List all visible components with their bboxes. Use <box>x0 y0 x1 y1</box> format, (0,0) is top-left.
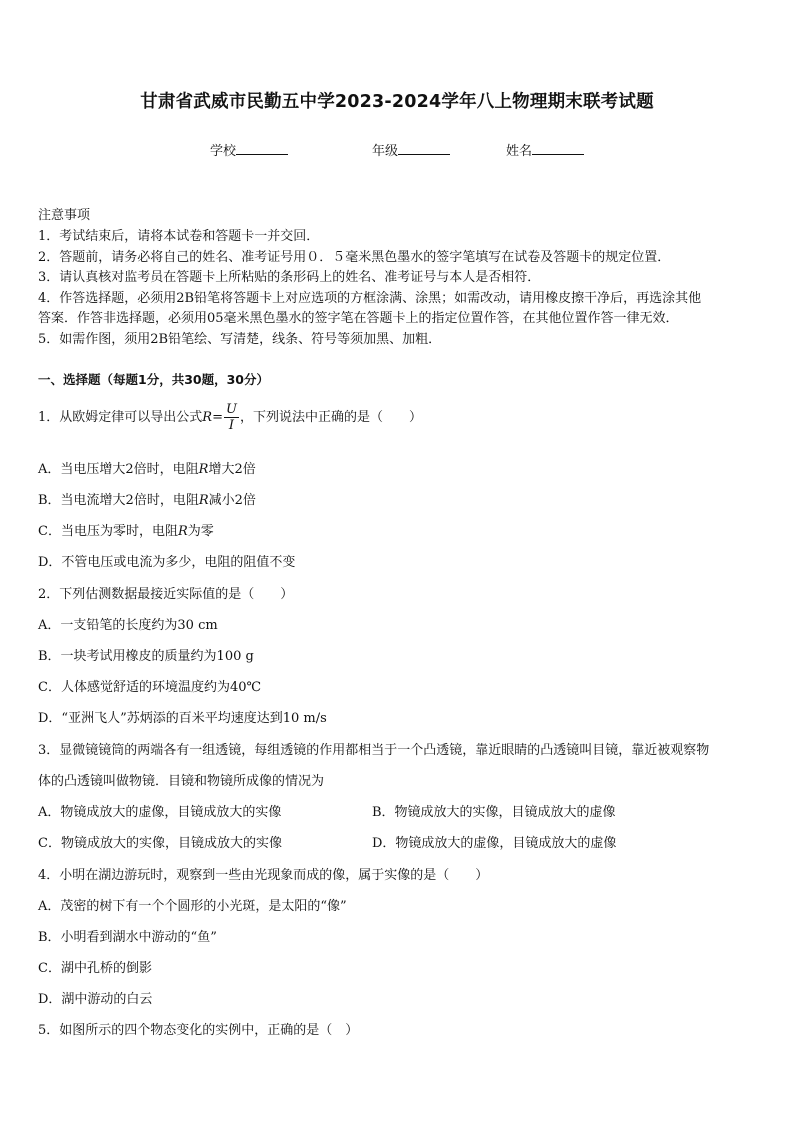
question-1-stem <box>38 402 422 433</box>
section-heading: 一、选择题（每题1分，共30题，30分） <box>38 372 269 387</box>
notice-item: 答案．作答非选择题，必须用05毫米黑色墨水的签字笔在答题卡上的指定位置作答，在其他位置作答一律无效． <box>38 311 679 326</box>
question-2-stem: 2．下列估测数据最接近实际值的是（ ） <box>38 587 294 602</box>
q3-option-a[interactable]: A．物镜成放大的虚像，目镜成放大的实像 <box>38 805 282 820</box>
grade-label: 年级 <box>372 144 399 159</box>
q1-denominator: I <box>228 418 235 433</box>
q1-formula-fraction <box>224 402 239 433</box>
q1-stem-pre: 1．从欧姆定律可以导出公式 <box>38 410 203 425</box>
question-5-stem: 5．如图所示的四个物态变化的实例中，正确的是（ ） <box>38 1023 359 1038</box>
q2-option-b[interactable]: B．一块考试用橡皮的质量约为100 g <box>38 649 254 664</box>
school-field[interactable] <box>210 140 288 159</box>
q1-formula-lhs: R= <box>202 410 223 425</box>
school-blank[interactable] <box>236 142 288 155</box>
q2-option-c[interactable]: C．人体感觉舒适的环境温度约为40℃ <box>38 680 262 695</box>
q1-c-text-end: 为零 <box>187 524 214 539</box>
q1-stem-post: ，下列说法中正确的是（ ） <box>239 410 422 425</box>
notice-item: 2．答题前，请务必将自己的姓名、准考证号用０．５毫米黑色墨水的签字笔填写在试卷及答题卡的规定位置． <box>38 250 671 265</box>
q1-option-a[interactable] <box>38 458 256 477</box>
name-field[interactable] <box>506 140 584 159</box>
notice-heading: 注意事项 <box>38 208 91 223</box>
q1-numerator: U <box>225 402 237 417</box>
notice-item: 1．考试结束后，请将本试卷和答题卡一并交回． <box>38 229 320 244</box>
q1-b-text-end: 减小2倍 <box>208 493 256 508</box>
question-3-stem: 3．显微镜镜筒的两端各有一组透镜，每组透镜的作用都相当于一个凸透镜，靠近眼睛的凸透镜叫目镜，靠近被观察物 <box>38 743 710 758</box>
exam-title: 甘肃省武威市民勤五中学2023-2024学年八上物理期末联考试题 <box>140 92 654 112</box>
notice-item: 5．如需作图，须用2B铅笔绘、写清楚，线条、符号等须加黑、加粗． <box>38 332 442 347</box>
q4-option-a[interactable]: A．茂密的树下有一个个圆形的小光斑，是太阳的“像” <box>38 899 347 914</box>
q2-option-a[interactable]: A．一支铅笔的长度约为30 cm <box>38 618 218 633</box>
q1-c-text: C．当电压为零时，电阻 <box>38 524 178 539</box>
q4-option-c[interactable]: C．湖中孔桥的倒影 <box>38 961 152 976</box>
q1-b-var: R <box>198 493 209 508</box>
q1-option-b[interactable] <box>38 489 256 508</box>
q1-a-var: R <box>198 462 209 477</box>
notice-item: 3．请认真核对监考员在答题卡上所粘贴的条形码上的姓名、准考证号与本人是否相符． <box>38 270 541 285</box>
notice-item: 4．作答选择题，必须用2B铅笔将答题卡上对应选项的方框涂满、涂黑；如需改动，请用橡皮擦干净后，再选涂其他 <box>38 291 702 306</box>
q1-option-d[interactable]: D．不管电压或电流为多少，电阻的阻值不变 <box>38 555 296 570</box>
q3-option-d[interactable]: D．物镜成放大的虚像，目镜成放大的虚像 <box>372 836 617 851</box>
question-3-stem-cont: 体的凸透镜叫做物镜．目镜和物镜所成像的情况为 <box>38 774 325 789</box>
q1-c-var: R <box>177 524 188 539</box>
q4-option-d[interactable]: D．湖中游动的白云 <box>38 992 153 1007</box>
name-blank[interactable] <box>532 142 584 155</box>
school-label: 学校 <box>210 144 237 159</box>
q1-b-text: B．当电流增大2倍时，电阻 <box>38 493 199 508</box>
q1-a-text-end: 增大2倍 <box>208 462 256 477</box>
q3-option-b[interactable]: B．物镜成放大的实像，目镜成放大的虚像 <box>372 805 616 820</box>
q4-option-b[interactable]: B．小明看到湖水中游动的“鱼” <box>38 930 217 945</box>
question-4-stem: 4．小明在湖边游玩时，观察到一些由光现象而成的像，属于实像的是（ ） <box>38 868 489 883</box>
q1-option-c[interactable] <box>38 520 214 539</box>
name-label: 姓名 <box>506 144 533 159</box>
q3-option-c[interactable]: C．物镜成放大的实像，目镜成放大的实像 <box>38 836 282 851</box>
q1-a-text: A．当电压增大2倍时，电阻 <box>38 462 199 477</box>
q2-option-d[interactable]: D．“亚洲飞人”苏炳添的百米平均速度达到10 m/s <box>38 711 327 726</box>
grade-field[interactable] <box>372 140 450 159</box>
grade-blank[interactable] <box>398 142 450 155</box>
